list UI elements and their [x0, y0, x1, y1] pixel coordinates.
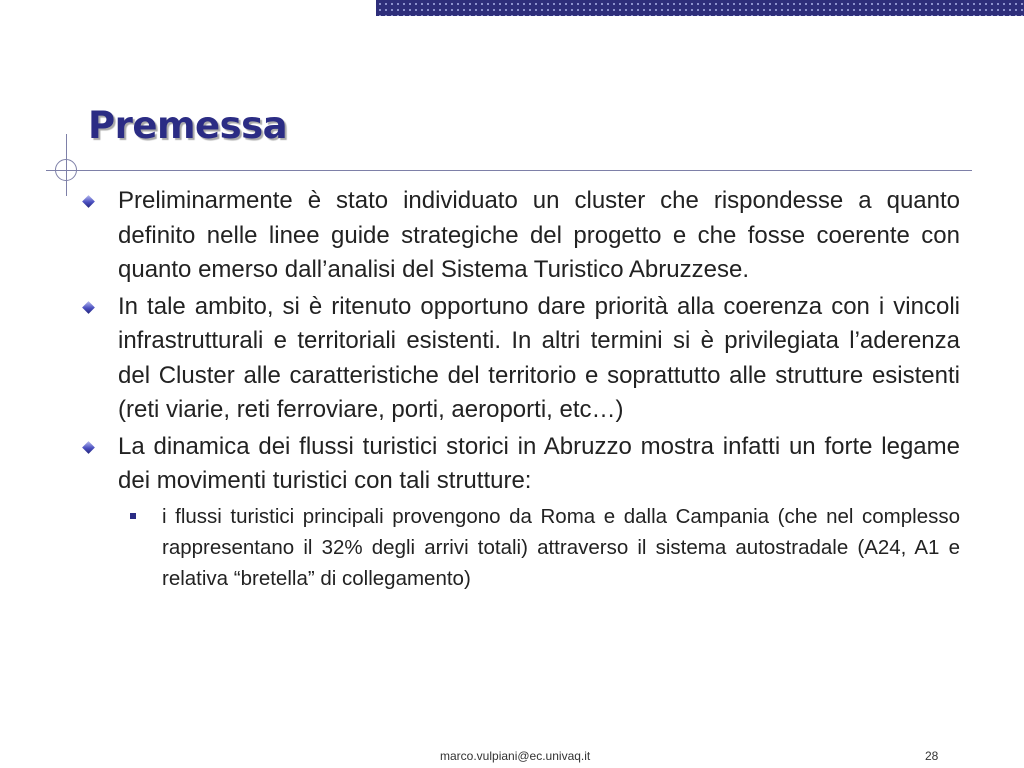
diamond-bullet-icon: [82, 195, 95, 208]
crosshair-circle-ornament: [55, 159, 77, 181]
sub-bullet-item: [126, 501, 960, 594]
footer-email: marco.vulpiani@ec.univaq.it: [440, 749, 591, 763]
slide-title: Premessa: [88, 104, 288, 147]
bullet-text: In tale ambito, si è ritenuto opportuno dare priorità alla coerenza con i vincoli infrastrutturali e territoriali esistenti. In altri termini si è privilegiata l’aderenza del Cluster alle caratteristiche del territorio e soprattutto alle strutture esistenti (reti viarie, reti ferroviare, porti, aeroporti, etc…): [118, 292, 960, 423]
title-underline-rule: [46, 170, 972, 171]
bullet-item: [82, 184, 960, 288]
diamond-bullet-icon: [82, 301, 95, 314]
square-bullet-icon: [130, 513, 136, 519]
bullet-item: [82, 430, 960, 499]
bullet-text: Preliminarmente è stato individuato un cluster che rispondesse a quanto definito nelle linee guide strategiche del progetto e che fosse coerente con quanto emerso dall’analisi del Sistema Turistico Abruzzese.: [118, 187, 960, 283]
bullet-text: La dinamica dei flussi turistici storici in Abruzzo mostra infatti un forte legame dei movimenti turistici con tali strutture:: [118, 432, 960, 494]
bullet-item: [82, 290, 960, 428]
diamond-bullet-icon: [82, 441, 95, 454]
top-decorative-band: [376, 0, 1024, 16]
page-number: 28: [925, 749, 939, 763]
slide-content: [82, 184, 960, 594]
sub-bullet-text: i flussi turistici principali provengono da Roma e dalla Campania (che nel complesso rappresentano il 32% degli arrivi totali) attraverso il sistema autostradale (A24, A1 e relativa “bretella” di collegamento): [162, 504, 960, 590]
